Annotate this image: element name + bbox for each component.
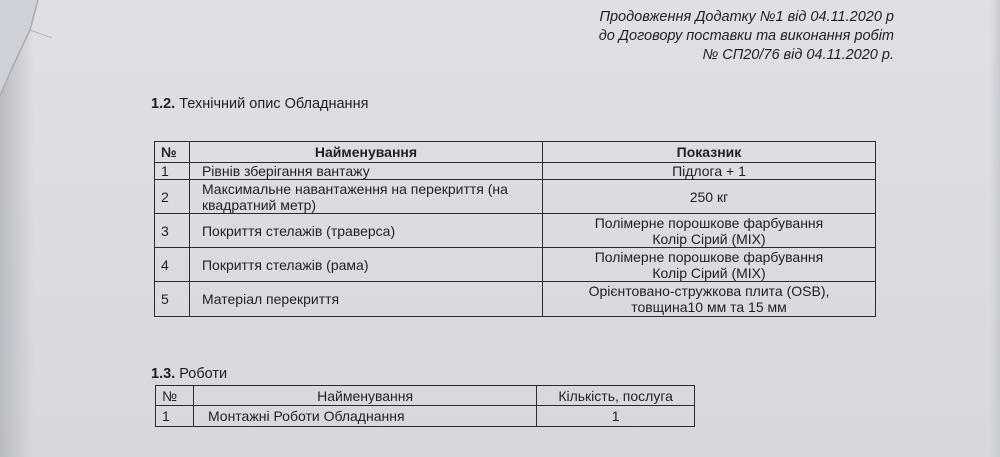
row-value-line-2: товщина10 мм та 15 мм bbox=[631, 299, 787, 315]
row-name: Покриття стелажів (траверса) bbox=[189, 214, 542, 248]
row-name: Монтажні Роботи Обладнання bbox=[193, 406, 536, 427]
row-quantity: 1 bbox=[537, 406, 695, 427]
section-1-2-title bbox=[151, 96, 368, 112]
row-value: 250 кг bbox=[542, 180, 875, 214]
table-row bbox=[155, 180, 876, 214]
row-value-line-1: Орієнтовано-стружкова плита (OSB), bbox=[588, 283, 830, 299]
row-name: Покриття стелажів (рама) bbox=[189, 248, 542, 282]
table-row bbox=[156, 406, 695, 427]
row-number: 3 bbox=[155, 214, 190, 248]
header-line-1: Продовження Додатку №1 від 04.11.2020 р bbox=[599, 9, 894, 25]
row-number: 5 bbox=[155, 282, 190, 317]
row-value bbox=[542, 214, 875, 248]
section-1-2-number: 1.2. bbox=[151, 96, 176, 112]
row-name: Матеріал перекриття bbox=[189, 282, 542, 317]
page-fold-mark bbox=[0, 0, 60, 120]
column-header-number: № bbox=[156, 386, 194, 406]
section-1-3-title bbox=[151, 366, 227, 382]
section-1-3-text: Роботи bbox=[179, 366, 228, 382]
technical-description-table bbox=[154, 141, 876, 317]
column-header-quantity: Кількість, послуга bbox=[537, 386, 695, 406]
row-value-line-2: Колір Сірий (MIX) bbox=[652, 264, 766, 281]
row-number: 2 bbox=[155, 180, 190, 214]
row-name: Рівнів зберігання вантажу bbox=[189, 163, 542, 180]
scan-right-edge bbox=[990, 0, 1000, 457]
row-number: 4 bbox=[155, 248, 190, 282]
table-header-row bbox=[155, 142, 876, 163]
column-header-name: Найменування bbox=[193, 386, 536, 406]
column-header-number: № bbox=[155, 142, 190, 163]
table-row bbox=[155, 248, 876, 282]
row-value-line-1: Полімерне порошкове фарбування bbox=[594, 214, 824, 231]
table-row bbox=[155, 282, 876, 317]
works-table bbox=[155, 385, 695, 427]
row-value bbox=[542, 248, 875, 282]
table-row bbox=[155, 214, 876, 248]
section-1-3-number: 1.3. bbox=[151, 366, 176, 382]
document-header bbox=[599, 8, 894, 65]
section-1-2-text: Технічний опис Обладнання bbox=[179, 96, 369, 112]
row-value-line-2: Колір Сірий (MIX) bbox=[652, 230, 766, 247]
row-value-line-1: Полімерне порошкове фарбування bbox=[594, 248, 824, 265]
row-name: Максимальне навантаження на перекриття (на квадратний метр) bbox=[189, 180, 542, 214]
row-number: 1 bbox=[155, 163, 190, 180]
row-value bbox=[542, 282, 875, 317]
column-header-indicator: Показник bbox=[542, 142, 875, 163]
row-value: Підлога + 1 bbox=[542, 163, 875, 180]
table-row bbox=[155, 163, 876, 180]
column-header-name: Найменування bbox=[189, 142, 542, 163]
table-header-row bbox=[156, 386, 695, 406]
header-line-3: № СП20/76 від 04.11.2020 р. bbox=[702, 47, 894, 63]
row-number: 1 bbox=[156, 406, 194, 427]
header-line-2: до Договору поставки та виконання робіт bbox=[598, 28, 894, 44]
